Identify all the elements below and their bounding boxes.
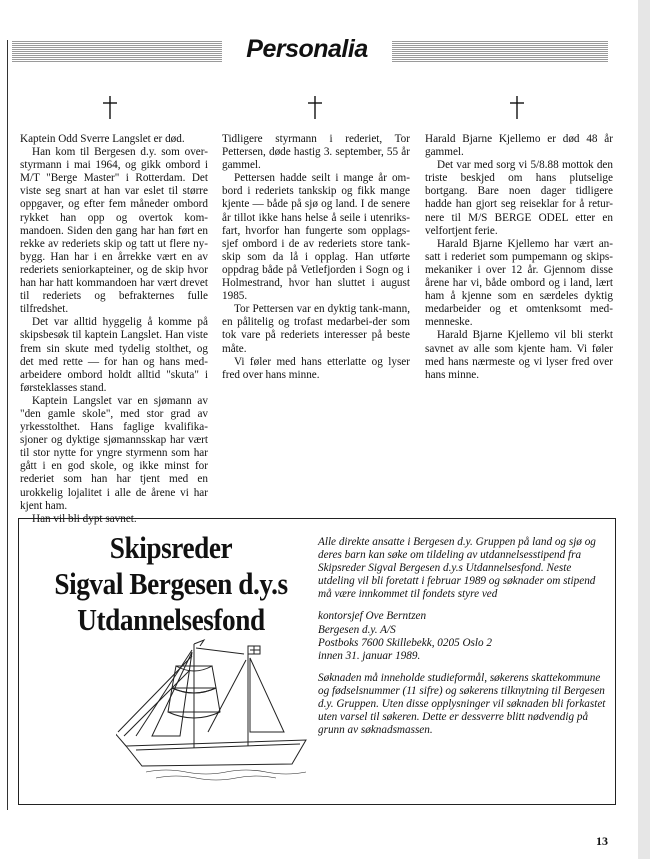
obituary-paragraph: Det var alltid hyggelig å komme på skipsbesøk til kaptein Langslet. Han viste frem sin skute med tydelig stolthet, og det med rette — for han og hans med-arbeidere ombord holdt alltid "skuta" i førsteklasses stand. [20, 316, 208, 394]
obituary-langslet [20, 133, 208, 526]
obituary-paragraph: Tor Pettersen var en dyktig tank-mann, en pålitelig og trofast medarbei-der som tok vare på rederiets interesser på beste måte. [222, 303, 410, 355]
page-edge-shadow [638, 0, 650, 859]
cross-icon [100, 94, 120, 120]
left-margin-rule [7, 40, 8, 810]
obituary-paragraph: Han vil bli dypt savnet. [32, 512, 137, 525]
obituary-kjellemo [425, 133, 613, 382]
obituary-paragraph: Tidligere styrmann i rederiet, Tor Pettersen, døde hastig 3. september, 55 år gammel. [222, 133, 410, 172]
page-number: 13 [596, 834, 608, 848]
cross-icon [507, 94, 527, 120]
obituary-paragraph: Han kom til Bergesen d.y. som over-styrmann i mai 1964, og gikk ombord i M/T "Berge Master" i Rotterdam. Det viste seg snart at han var eslet til større oppgaver, og efter fem måneder ombord rykket han opp og overtok kom-mandoen. Siden den gang har han ført en rekke av rederiets skip og tatt ut flere ny-bygg. Han har i en årrekke vært en av rederiets seniorkapteiner, og de skip hvor han har hatt kommandoen har vært drevet til rederiets og befrakternes fulle tilfredshet. [20, 146, 208, 316]
obituary-paragraph: Det var med sorg vi 5/8.88 mottok den triste beskjed om hans plutselige bortgang. Bare noen dager tidligere hadde han gjort seg reiseklar for å retur-nere til M/S BERGE ODEL etter en velfortjent ferie. [425, 159, 613, 237]
ad-title-line: Utdannelsesfond [77, 602, 265, 637]
ad-paragraph: Søknaden må inneholde studieformål, søkerens skattekommune og fødselsnummer (11 sifre) og søkerens tilknytning til Bergesen d.y. Gruppen. Uten disse opplysninger vil søknaden bli forkastet uten varsel til søkeren. Dette er dessverre blitt nødvendig på grunn av søknadsmassen. [318, 671, 606, 737]
obituary-paragraph: Harald Bjarne Kjellemo har vært an-satt i rederiet som pumpemann og skips-mekaniker i over 12 år. Gjennom disse årene har vi, både ombord og i land, lært ham å kjenne som en særdeles dyktig medarbeider og et omtenksomt med-menneske. [425, 237, 613, 329]
ad-title-line: Sigval Bergesen d.y.s [54, 566, 288, 601]
obituary-paragraph: Harald Bjarne Kjellemo vil bli sterkt savnet av alle som kjente ham. Vi føler med hans nærmeste og vi lyser fred over hans minne. [425, 329, 613, 381]
ad-contact-address: kontorsjef Ove Berntzen Bergesen d.y. A/S Postboks 7600 Skillebekk, 0205 Oslo 2 innen 31. januar 1989. [318, 610, 492, 662]
obituary-paragraph: Harald Bjarne Kjellemo er død 48 år gammel. [425, 133, 613, 159]
ad-paragraph: Alle direkte ansatte i Bergesen d.y. Gruppen på land og sjø og deres barn kan søke om tildeling av utdannelsesstipend fra Skipsreder Sigval Bergesen d.y.s Utdannelsesfond. Neste utdeling vil bli foretatt i februar 1989 og søknader om stipend må være innkommet til fondets styre ved [318, 536, 596, 601]
cross-icon [305, 94, 325, 120]
page-title: Personalia [222, 34, 392, 64]
obituary-paragraph: Kaptein Langslet var en sjømann av "den gamle skole", med stor grad av yrkesstolthet. Hans faglige kvalifika-sjoner og dyktige sjømannsskap har vært til stor nytte for yngre styrmenn som har gått i en god skole, og ikke minst for rederiet som han har tjent med en urokkelig lojalitet i alle de årene vi har kjent ham. [20, 394, 208, 512]
ad-text [318, 536, 608, 746]
obituary-paragraph: Pettersen hadde seilt i mange år om-bord i rederiets tankskip og fikk mange kjente — både på sjø og land. I de senere år tillot ikke hans helse å seile i utenriks-fart, hvorfor han fungerte som opplags-sjef ombord i de av rederiets store tank-skip som da lå i opplag. Han utførte oppdrag både på Vetlefjorden i Sogn og i Holmestrand, hvor han sluttet i august 1985. [222, 172, 410, 303]
obituary-pettersen [222, 133, 410, 382]
obituary-paragraph: Kaptein Odd Sverre Langslet er død. [20, 133, 185, 145]
ad-title-line: Skipsreder [109, 530, 233, 565]
sailing-ship-icon [116, 636, 316, 786]
obituary-paragraph: Vi føler med hans etterlatte og lyser fred over hans minne. [222, 355, 410, 381]
ad-title [42, 530, 301, 638]
